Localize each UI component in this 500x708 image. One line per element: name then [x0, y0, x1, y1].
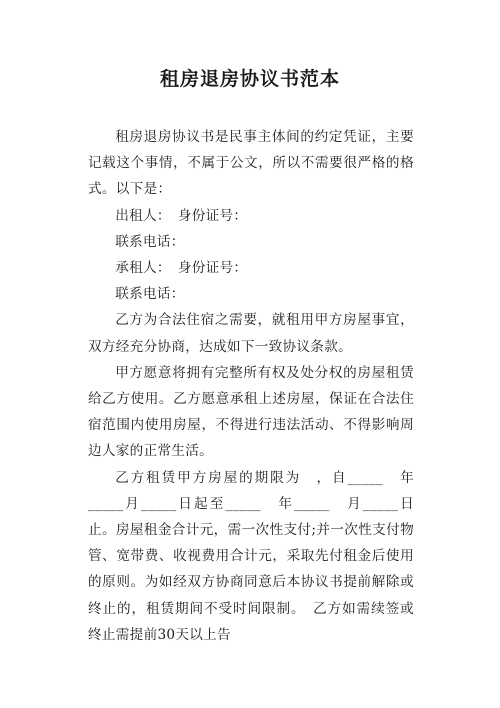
lessor-phone-line: 联系电话： — [115, 233, 185, 250]
lessor-line: 出租人： 身份证号： — [115, 207, 248, 224]
lease-property-paragraph: 甲方愿意将拥有完整所有权及处分权的房屋租赁给乙方使用。乙方愿意承租上述房屋，保证在合法住宿范围内使用房屋，不得进行违法活动、不得影响周边人家的正常生活。 — [88, 364, 414, 460]
purpose-paragraph: 乙方为合法住宿之需要，就租用甲方房屋事宜，双方经充分协商，达成如下一致协议条款。 — [88, 312, 414, 355]
lease-term-paragraph: 乙方租赁甲方房屋的期限为 ，自_____ 年_____月_____日起至_____ 年_____ 月_____日止。房屋租金合计元，需一次性支付;并一次性支付物管、宽带费、收视费用合计元，采取先付租金后使用的原则。为如经双方协商同意后本协议书提前解除或终止的，租赁期间不受时间限制。 乙方如需续签或终止需提前30天以上告 — [88, 469, 414, 643]
lessee-line: 承租人： 身份证号： — [115, 260, 248, 277]
document-body — [88, 124, 414, 648]
intro-paragraph: 租房退房协议书是民事主体间的约定凭证，主要记载这个事情，不属于公文，所以不需要很严格的格式。以下是： — [88, 129, 414, 198]
lessee-phone-line: 联系电话： — [115, 286, 185, 303]
document-title: 租房退房协议书范本 — [159, 68, 340, 90]
